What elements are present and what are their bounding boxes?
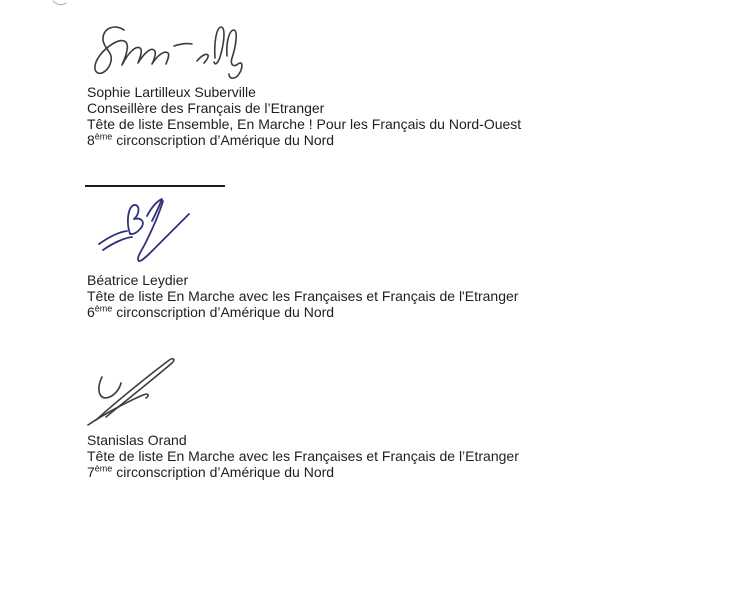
signer-block-beatrice [87,272,518,320]
signer-block-sophie [87,84,521,148]
signature-divider-line [85,185,225,187]
signer-list-line: Tête de liste En Marche avec les Françaises et Français de l'Etranger [87,288,519,304]
sophie-lartilleux-suberville-signature [90,18,250,84]
signer-name: Stanislas Orand [87,432,187,448]
signer-district-line [87,304,518,320]
signer-name: Béatrice Leydier [87,272,189,288]
district-rest: circonscription d’Amérique du Nord [112,304,335,320]
beatrice-leydier-signature [95,196,195,264]
signer-role: Conseillère des Français de l’Etranger [87,100,325,116]
district-ordinal: ème [94,463,113,474]
district-ordinal: ème [94,131,113,142]
stanislas-orand-signature [83,352,193,430]
cropped-stroke-fragment-icon [0,0,90,10]
district-rest: circonscription d’Amérique du Nord [112,132,335,148]
district-number: 6 [87,304,95,320]
signer-district-line [87,132,521,148]
signer-district-line [87,464,519,480]
district-number: 8 [87,132,95,148]
district-rest: circonscription d’Amérique du Nord [112,464,335,480]
signer-list-line: Tête de liste Ensemble, En Marche ! Pour les Français du Nord-Ouest [87,116,522,132]
district-ordinal: ème [94,303,113,314]
district-number: 7 [87,464,95,480]
signer-list-line: Tête de liste En Marche avec les Françaises et Français de l’Etranger [87,448,519,464]
signer-block-stanislas [87,432,519,480]
signer-name: Sophie Lartilleux Suberville [87,84,256,100]
